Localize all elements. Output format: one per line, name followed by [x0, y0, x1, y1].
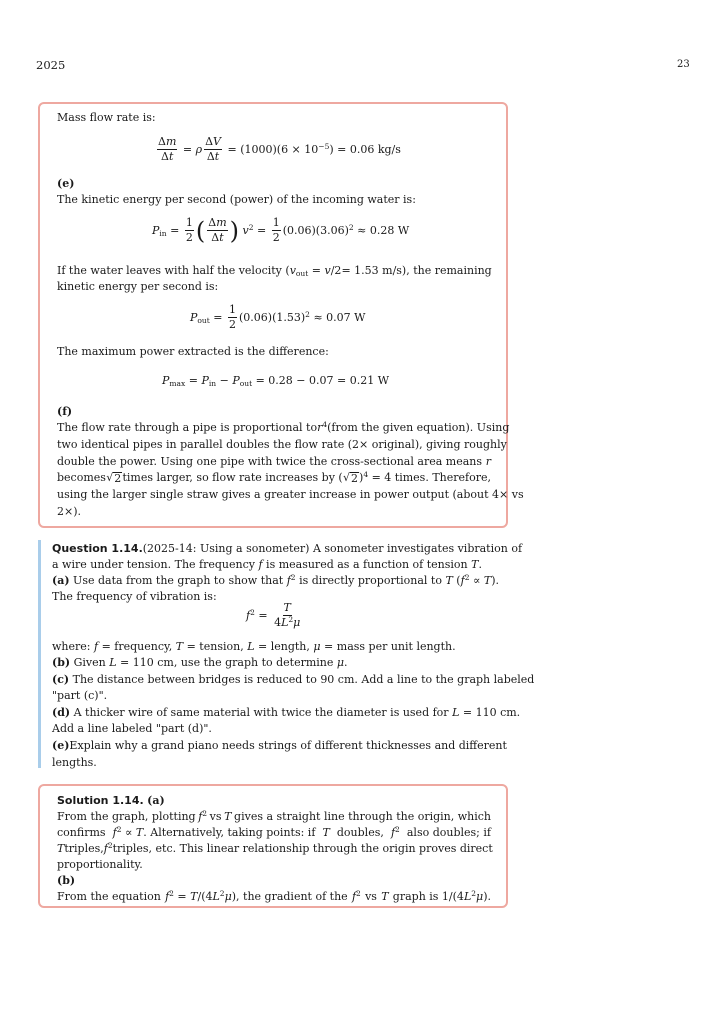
part-f-line-3: double the power. Using one pipe with twice the cross-sectional area means r: [57, 455, 491, 468]
question-part-c-line-1: (c) The distance between bridges is reduced to 90 cm. Add a line to the graph labeled: [52, 673, 535, 686]
mass-flow-intro: Mass flow rate is:: [57, 111, 156, 124]
question-part-e-line-1: (e) Explain why a grand piano needs strings of different thicknesses and different: [52, 739, 507, 752]
solution-title: Solution 1.14. (a): [57, 794, 165, 807]
question-frequency-intro: The frequency of vibration is:: [52, 590, 217, 603]
question-accent-bar: [38, 540, 41, 768]
solution-b-line-1: From the equation $f^2 = T/(4L^2\mu)$, the gradient of the $f^2$ vs T graph is $1/(4L^2\mu)$.: [57, 889, 491, 903]
part-f-line-1: The flow rate through a pipe is proportional to $r^4$ (from the given equation). Using: [57, 420, 510, 434]
question-intro-line-2: a wire under tension. The frequency f is measured as a function of tension T.: [52, 558, 482, 571]
equation-power-max: $P_{max} = P_{in} - P_{out} = 0.28 - 0.07 = 0.21$ W: [162, 374, 390, 388]
equation-mass-flow: $\frac{\Delta m}{\Delta t}$ = ρ $\frac{\Delta V}{\Delta t}$ = $(1000)(6 \times 10^{-5}) = 0.06$ kg/s: [158, 135, 401, 163]
part-f-line-4: becomes √ 2 times larger, so flow rate increases by ( √ 2 )$^4$ = 4 times. Therefore,: [57, 470, 491, 485]
part-f-line-6: 2×).: [57, 505, 82, 518]
question-part-d-line-2: Add a line labeled "part (d)".: [52, 722, 212, 735]
question-part-d-line-1: (d) A thicker wire of same material with twice the diameter is used for L = 110 cm.: [52, 706, 521, 719]
solution-a-line-2: confirms $f^2 \propto T$. Alternatively, taking points: if T doubles, $f^2$ also doubles; if: [57, 825, 491, 839]
equation-power-in: $P_{in}$ = $\frac{1}{2}$ ( $\frac{\Delta m}{\Delta t}$ ) $v^2$ = $\frac{1}{2}$ $(0.06)(3.06)^2 \approx 0.28$ W: [152, 216, 410, 245]
question-intro-line-1: Question 1.14. (2025-14: Using a sonometer) A sonometer investigates vibration of: [52, 542, 523, 555]
kinetic-energy-intro: The kinetic energy per second (power) of the incoming water is:: [57, 193, 416, 206]
equation-power-out: $P_{out}$ = $\frac{1}{2}$ $(0.06)(1.53)^2 \approx 0.07$ W: [190, 303, 366, 331]
solution-a-line-4: proportionality.: [57, 858, 143, 871]
half-velocity-line-2: kinetic energy per second is:: [57, 280, 219, 293]
page-number: 23: [677, 59, 690, 70]
half-velocity-line-1: If the water leaves with half the velocity ( $v_{out} = v/2$ = 1.53 m/s), the remaining: [57, 264, 492, 278]
question-where-line: where: f = frequency, T = tension, L = length, μ = mass per unit length.: [52, 640, 456, 653]
question-part-c-line-2: "part (c)".: [52, 689, 108, 702]
question-part-e-line-2: lengths.: [52, 756, 97, 769]
part-f-line-2: two identical pipes in parallel doubles the flow rate (2× original), giving roughly: [57, 438, 507, 451]
question-part-a: (a) Use data from the graph to show that $f^2$ is directly proportional to T $(f^2 \propto T)$.: [52, 573, 500, 587]
max-power-intro: The maximum power extracted is the difference:: [57, 345, 329, 358]
solution-part-b-label: (b): [57, 874, 76, 887]
header-year: 2025: [36, 58, 66, 72]
part-e-label: (e): [57, 177, 75, 190]
solution-a-line-3: T triples, $f^2$ triples, etc. This linear relationship through the origin proves direct: [57, 841, 493, 855]
equation-frequency: $f^2$ = $\frac{T}{4L^2\mu}$: [246, 601, 301, 629]
part-f-line-5: using the larger single straw gives a greater increase in power output (about 4× vs: [57, 488, 524, 501]
solution-a-line-1: From the graph, plotting $f^2$ vs T gives a straight line through the origin, which: [57, 809, 491, 823]
part-f-label: (f): [57, 405, 73, 418]
question-part-b: (b) Given L = 110 cm, use the graph to determine μ.: [52, 656, 348, 669]
